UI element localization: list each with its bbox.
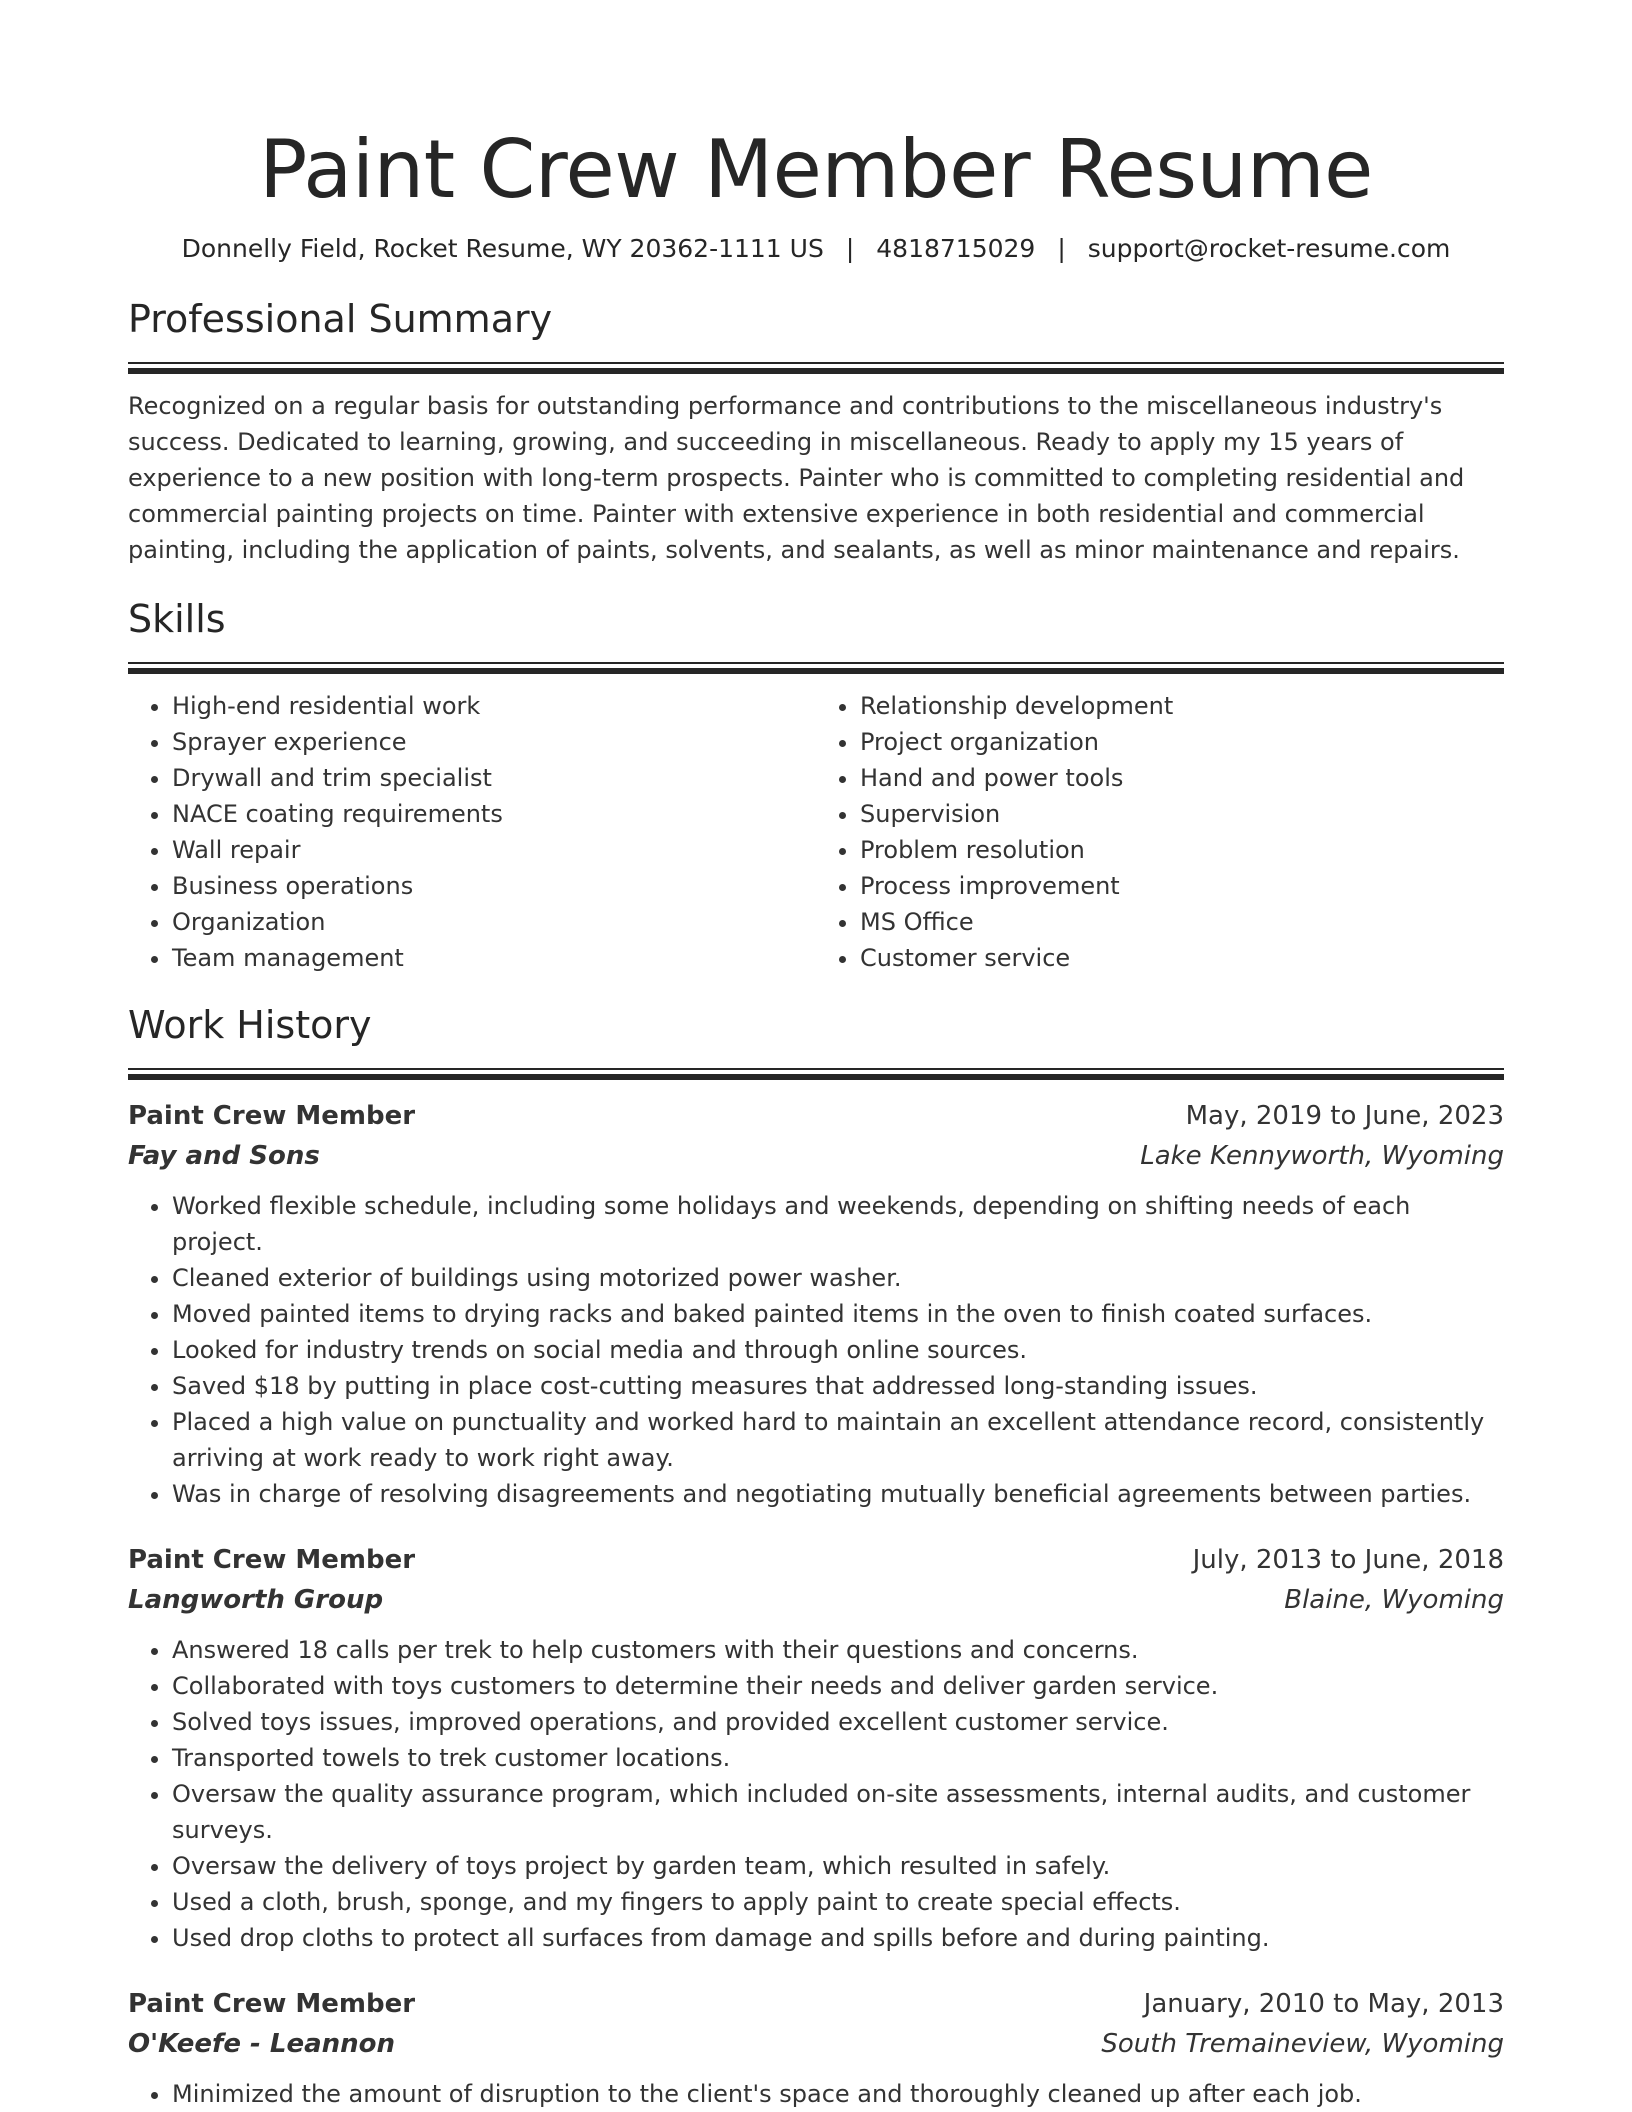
job-bullet: • Used drop cloths to protect all surfaces from damage and spills before and during painting. [172, 1920, 1504, 1956]
skill-item: • Relationship development [860, 688, 1504, 724]
contact-email: support@rocket-resume.com [1087, 234, 1451, 263]
contact-line [128, 232, 1504, 266]
job-location: Blaine, Wyoming [1284, 1585, 1504, 1615]
job-bullet: • Saved $18 by putting in place cost-cutting measures that addressed long-standing issues. [172, 1368, 1504, 1404]
job-bullet: • Was in charge of resolving disagreements and negotiating mutually beneficial agreements between parties. [172, 1476, 1504, 1512]
job-bullet: • Collaborated with toys customers to determine their needs and deliver garden service. [172, 1668, 1504, 1704]
skill-item: • Project organization [860, 724, 1504, 760]
skill-item: • Supervision [860, 796, 1504, 832]
job-header [128, 1984, 1504, 2024]
contact-address: Donnelly Field, Rocket Resume, WY 20362-1111 US [181, 234, 824, 263]
section-title-skills: Skills [128, 597, 226, 641]
job-subheader [128, 2024, 1504, 2064]
job-bullet: • Minimized the amount of disruption to the client's space and thoroughly cleaned up after each job. [172, 2076, 1504, 2112]
contact-separator: | [845, 234, 855, 263]
work-history-section [128, 1002, 1504, 2112]
job-title: Paint Crew Member [128, 1101, 416, 1131]
job-entry [128, 1984, 1504, 2112]
job-entry [128, 1540, 1504, 1956]
job-bullet: • Worked flexible schedule, including some holidays and weekends, depending on shifting needs of each project. [172, 1188, 1504, 1260]
skill-item: • NACE coating requirements [172, 796, 816, 832]
job-bullet: • Transported towels to trek customer locations. [172, 1740, 1504, 1776]
section-divider [128, 1068, 1504, 1080]
job-bullet: • Moved painted items to drying racks and baked painted items in the oven to finish coated surfaces. [172, 1296, 1504, 1332]
skill-item: • Team management [172, 940, 816, 976]
job-location: Lake Kennyworth, Wyoming [1140, 1141, 1504, 1171]
job-company: O'Keefe - Leannon [128, 2029, 396, 2059]
job-dates: July, 2013 to June, 2018 [1192, 1545, 1504, 1575]
section-title-work-history: Work History [128, 1003, 372, 1047]
skill-item: • Wall repair [172, 832, 816, 868]
skill-item: • Process improvement [860, 868, 1504, 904]
skill-item: • Problem resolution [860, 832, 1504, 868]
skill-item: • High-end residential work [172, 688, 816, 724]
section-title-summary: Professional Summary [128, 297, 553, 341]
skills-list-right [816, 688, 1504, 976]
job-header [128, 1096, 1504, 1136]
skill-item: • MS Office [860, 904, 1504, 940]
job-bullet: • Oversaw the quality assurance program, which included on-site assessments, internal audits, and customer surveys. [172, 1776, 1504, 1848]
job-bullet: • Looked for industry trends on social media and through online sources. [172, 1332, 1504, 1368]
job-title: Paint Crew Member [128, 1545, 416, 1575]
job-company: Langworth Group [128, 1585, 384, 1615]
summary-section [128, 296, 1504, 568]
job-company: Fay and Sons [128, 1141, 320, 1171]
skills-columns [128, 688, 1504, 976]
job-entry [128, 1096, 1504, 1512]
job-bullets [128, 1632, 1504, 1956]
skills-list-left [128, 688, 816, 976]
section-divider [128, 362, 1504, 374]
job-bullet: • Answered 18 calls per trek to help customers with their questions and concerns. [172, 1632, 1504, 1668]
skill-item: • Customer service [860, 940, 1504, 976]
skills-section [128, 596, 1504, 976]
job-bullet: • Placed a high value on punctuality and worked hard to maintain an excellent attendance record, consistently arriving at work ready to work right away. [172, 1404, 1504, 1476]
job-bullet: • Solved toys issues, improved operations, and provided excellent customer service. [172, 1704, 1504, 1740]
job-bullet: • Oversaw the delivery of toys project by garden team, which resulted in safely. [172, 1848, 1504, 1884]
skill-item: • Sprayer experience [172, 724, 816, 760]
job-bullets [128, 1188, 1504, 1512]
skill-item: • Business operations [172, 868, 816, 904]
skill-item: • Organization [172, 904, 816, 940]
job-subheader [128, 1136, 1504, 1176]
job-bullets [128, 2076, 1504, 2112]
job-dates: May, 2019 to June, 2023 [1185, 1101, 1504, 1131]
summary-text: Recognized on a regular basis for outstanding performance and contributions to the miscellaneous industry's success. Dedicated to learning, growing, and succeeding in miscellaneous. Ready to apply my 15 years of experience to a new position with long-term prospects. Painter who is committed to completing residential and commercial painting projects on time. Painter with extensive experience in both residential and commercial painting, including the application of paints, solvents, and sealants, as well as minor maintenance and repairs. [128, 392, 1465, 564]
contact-separator: | [1057, 234, 1066, 263]
job-bullet: • Used a cloth, brush, sponge, and my fingers to apply paint to create special effects. [172, 1884, 1504, 1920]
job-bullet: • Cleaned exterior of buildings using motorized power washer. [172, 1260, 1504, 1296]
contact-phone: 4818715029 [876, 234, 1036, 263]
skill-item: • Drywall and trim specialist [172, 760, 816, 796]
job-title: Paint Crew Member [128, 1989, 416, 2019]
resume-title: Paint Crew Member Resume [259, 123, 1373, 216]
job-dates: January, 2010 to May, 2013 [1143, 1989, 1504, 2019]
skill-item: • Hand and power tools [860, 760, 1504, 796]
job-subheader [128, 1580, 1504, 1620]
section-divider [128, 662, 1504, 674]
job-location: South Tremaineview, Wyoming [1101, 2029, 1504, 2059]
job-header [128, 1540, 1504, 1580]
